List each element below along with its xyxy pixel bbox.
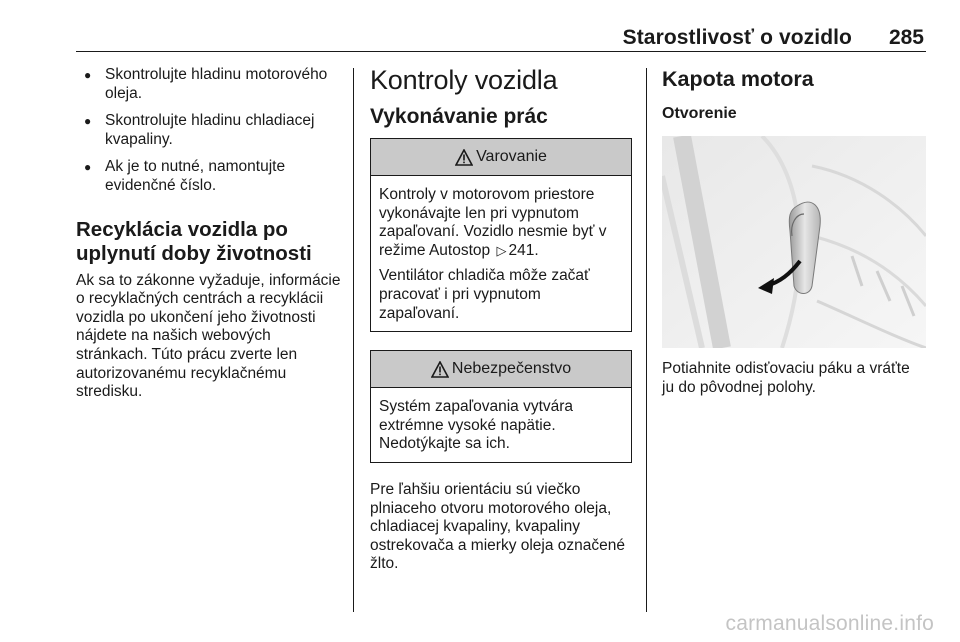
recycling-text: Ak sa to zákonne vyžaduje, informácie o recyklačných centrách a recyklácii vozidla po ukončení jeho životnosti nájdete na našich webových stránkach. Túto prácu zverte len autorizovanému recyklačnému stredisku. [76, 271, 341, 401]
hood-caption: Potiahnite odisťovaciu páku a vráťte ju do pôvodnej polohy. [662, 360, 910, 396]
warning-paragraph: Ventilátor chladiča môže začať pracovať i pri vypnutom zapaľovaní. [379, 267, 590, 322]
danger-text: Systém zapaľovania vytvára extrémne vysoké napätie. Nedotýkajte sa ich. [379, 398, 574, 453]
list-item-text: Skontrolujte hladinu chladiacej kvapaliny. [105, 112, 315, 148]
column-middle [370, 62, 632, 574]
danger-box [370, 350, 632, 463]
column-divider [646, 68, 647, 612]
list-item [76, 66, 346, 103]
warning-label: Varovanie [476, 148, 547, 165]
subsection-title-opening: Otvorenie [662, 105, 737, 122]
bullet-icon: ● [84, 114, 92, 129]
warning-text: Kontroly v motorovom priestore vykonávajte len pri vypnutom zapaľovaní. Vozidlo nesmie byť v režime Autostop [379, 186, 607, 259]
orientation-text: Pre ľahšiu orientáciu sú viečko plniaceho otvoru motorového oleja, chladiacej kvapaliny, kvapaliny ostrekovača a mierky oleja označené žlto. [370, 480, 626, 573]
header-rule [76, 51, 926, 52]
section-title-recycling: Recyklácia vozidla po uplynutí doby životnosti [76, 217, 312, 265]
list-item-text: Skontrolujte hladinu motorového oleja. [105, 66, 328, 102]
checklist [76, 66, 346, 196]
main-title: Kontroly vozidla [370, 65, 558, 95]
bullet-icon: ● [84, 160, 92, 175]
warning-header [371, 139, 631, 176]
hood-release-figure [662, 136, 926, 348]
column-divider [353, 68, 354, 612]
list-item-text: Ak je to nutné, namontujte evidenčné číslo. [105, 158, 286, 194]
page-reference-icon: ▷ [496, 242, 507, 258]
list-item [76, 112, 346, 149]
watermark: carmanualsonline.info [725, 612, 934, 635]
warning-box [370, 138, 632, 332]
column-left [76, 62, 346, 402]
header-title: Starostlivosť o vozidlo [622, 26, 852, 49]
list-item [76, 158, 346, 195]
warning-paragraph [379, 186, 623, 260]
column-right [662, 62, 926, 397]
page-reference: 241. [508, 241, 539, 259]
warning-triangle-icon [431, 361, 449, 378]
warning-triangle-icon [455, 149, 473, 166]
danger-header [371, 351, 631, 388]
subtitle: Vykonávanie prác [370, 105, 548, 128]
hood-release-lever-illustration [662, 136, 926, 348]
bullet-icon: ● [84, 68, 92, 82]
warning-body [371, 176, 631, 331]
danger-label: Nebezpečenstvo [451, 360, 572, 378]
page-number: 285 [888, 26, 924, 49]
danger-body [371, 388, 631, 462]
section-title-hood: Kapota motora [662, 67, 814, 91]
